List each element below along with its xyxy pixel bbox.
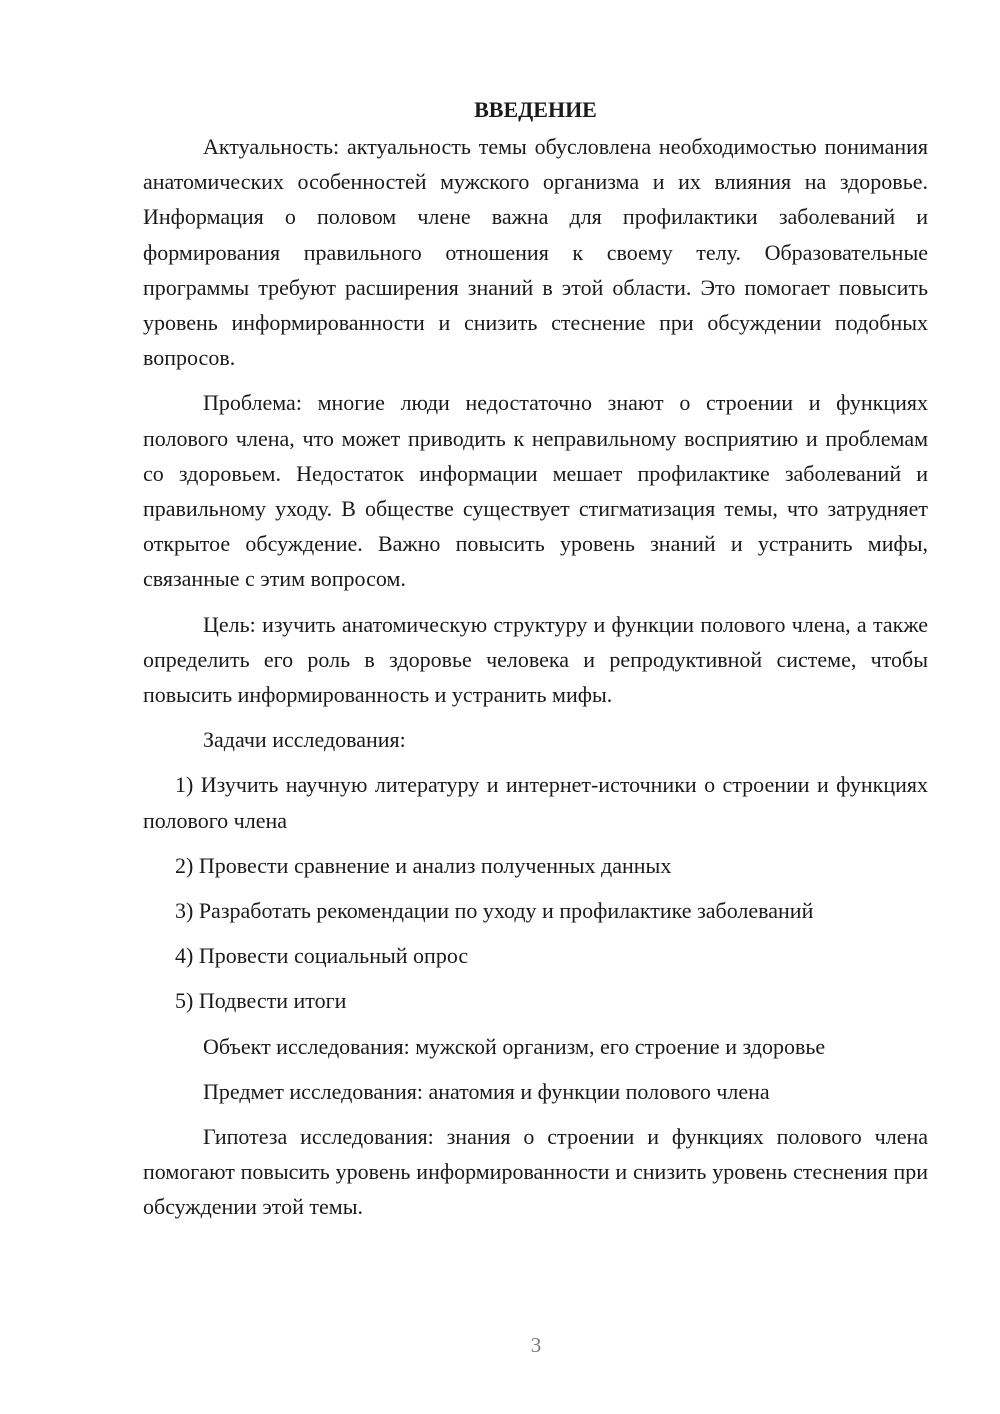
problem-paragraph: Проблема: многие люди недостаточно знают о строении и функциях полового члена, что может приводить к неправильному восприятию и проблемам со здоровьем. Недостаток информации мешает профилактике заболеваний и правильному уходу. В обществе существует стигматизация темы, что затрудняет открытое обсуждение. Важно повысить уровень знаний и устранить мифы, связанные с этим вопросом. — [143, 390, 928, 592]
page-body — [143, 92, 928, 1235]
tasks-title: Задачи исследования: — [203, 727, 406, 753]
section-heading: ВВЕДЕНИЕ — [474, 97, 597, 122]
task-item-5: 5) Подвести итоги — [175, 988, 347, 1014]
research-subject: Предмет исследования: анатомия и функции полового члена — [203, 1078, 770, 1104]
hypothesis-paragraph: Гипотеза исследования: знания о строении и функциях полового члена помогают повысить уровень информированности и снизить уровень стеснения при обсуждении этой темы. — [143, 1124, 928, 1220]
task-item-4: 4) Провести социальный опрос — [175, 943, 469, 969]
task-item-2: 2) Провести сравнение и анализ полученных данных — [175, 852, 672, 878]
goal-paragraph: Цель: изучить анатомическую структуру и функции полового члена, а также определить его роль в здоровье человека и репродуктивной системе, чтобы повысить информированность и устранить мифы. — [143, 611, 928, 708]
task-item-1: 1) Изучить научную литературу и интернет-источники о строении и функциях полового члена — [143, 772, 928, 833]
research-object: Объект исследования: мужской организм, его строение и здоровье — [203, 1033, 826, 1059]
relevance-paragraph: Актуальность: актуальность темы обусловлена необходимостью понимания анатомических особенностей мужского организма и их влияния на здоровье. Информация о половом члене важна для профилактики заболеваний и формирования правильного отношения к своему телу. Образовательные программы требуют расширения знаний в этой области. Это помогает повысить уровень информированности и снизить стеснение при обсуждении подобных вопросов. — [143, 134, 928, 371]
page-number: 3 — [530, 1333, 542, 1357]
task-item-3: 3) Разработать рекомендации по уходу и профилактике заболеваний — [175, 898, 814, 924]
